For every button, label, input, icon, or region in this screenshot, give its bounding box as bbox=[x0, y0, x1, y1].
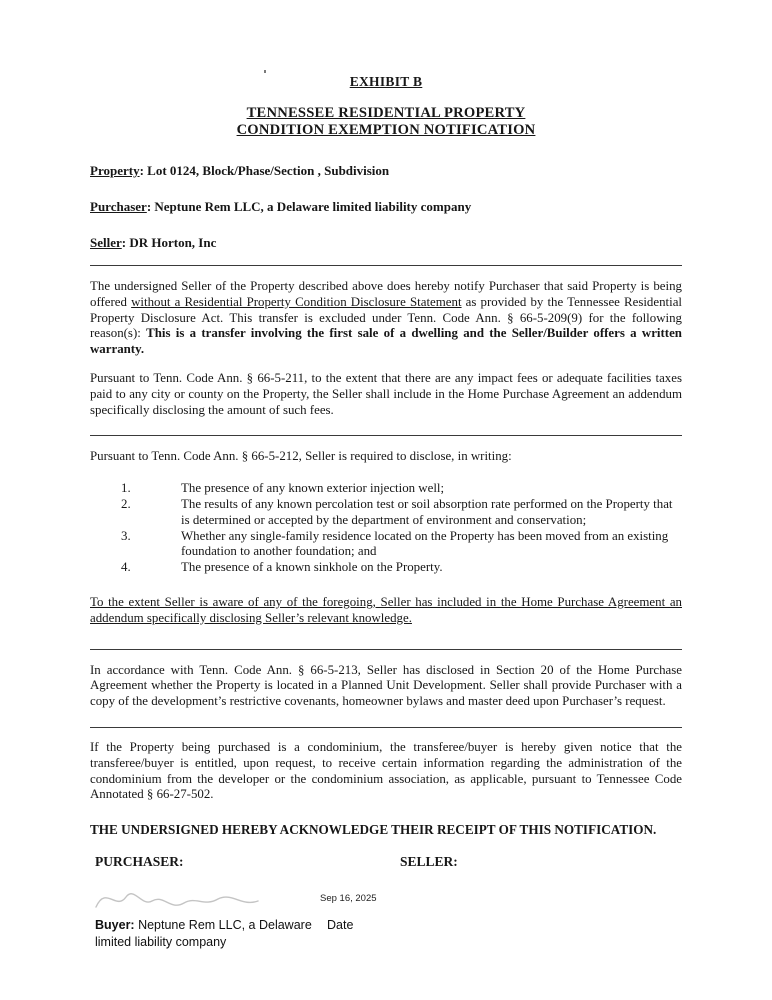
purchaser-signature-label: PURCHASER: bbox=[95, 854, 184, 870]
buyer-name: Neptune Rem LLC, a Delaware limited liability company bbox=[95, 918, 312, 949]
section-divider bbox=[90, 727, 682, 728]
section-divider bbox=[90, 265, 682, 266]
purchaser-label: Purchaser bbox=[90, 199, 147, 214]
list-item-number: 1. bbox=[121, 481, 131, 496]
underlined-disclosure-text: without a Residential Property Condition Disclosure Statement bbox=[131, 294, 462, 309]
stray-mark bbox=[264, 70, 266, 73]
document-title bbox=[90, 105, 682, 139]
paragraph-seller-awareness: To the extent Seller is aware of any of the foregoing, Seller has included in the Home Purchase Agreement an addendum specifically disclosing Seller’s relevant knowledge. bbox=[90, 594, 682, 625]
list-item-number: 3. bbox=[121, 528, 131, 543]
signature-labels-row bbox=[90, 854, 682, 871]
exemption-reason-text: This is a transfer involving the first sale of a dwelling and the Seller/Builder offers a written warranty. bbox=[90, 326, 682, 357]
paragraph-condominium-notice: If the Property being purchased is a condominium, the transferee/buyer is hereby given notice that the transferee/buyer is entitled, upon request, to receive certain information regarding the administration of the condominium from the developer or the condominium association, as applicable, pursuant to Tennessee Code Annotated § 66-27-502. bbox=[90, 739, 682, 802]
list-item-number: 2. bbox=[121, 496, 131, 511]
paragraph-impact-fees: Pursuant to Tenn. Code Ann. § 66-5-211, to the extent that there are any impact fees or adequate facilities taxes paid to any city or county on the Property, the Seller shall include in the Home Purchase Agreement an addendum specifically disclosing the amount of such fees. bbox=[90, 370, 682, 417]
date-label: Date bbox=[327, 918, 354, 933]
property-line bbox=[90, 163, 682, 179]
text-run: The undersigned Seller of the Property described above does hereby notify Purchaser that said Property is being offered bbox=[90, 279, 682, 309]
acknowledgement-statement: THE UNDERSIGNED HEREBY ACKNOWLEDGE THEIR RECEIPT OF THIS NOTIFICATION. bbox=[90, 822, 657, 838]
document-title-line1: TENNESSEE RESIDENTIAL PROPERTY bbox=[246, 105, 526, 121]
signature-area bbox=[90, 871, 682, 1000]
section-divider bbox=[90, 435, 682, 436]
buyer-identity bbox=[95, 917, 333, 950]
exhibit-heading bbox=[90, 74, 682, 90]
seller-value: : DR Horton, Inc bbox=[121, 235, 217, 250]
list-item bbox=[90, 560, 682, 576]
signature-date: Sep 16, 2025 bbox=[320, 893, 377, 905]
list-item-text: The results of any known percolation test or soil absorption rate performed on the Property that is determined or accepted by the department of environment and conservation; bbox=[181, 496, 673, 527]
seller-line bbox=[90, 235, 682, 251]
paragraph-planned-unit-development: In accordance with Tenn. Code Ann. § 66-5-213, Seller has disclosed in Section 20 of the Home Purchase Agreement whether the Property is located in a Planned Unit Development. Seller shall provide Purchaser with a copy of the development’s restrictive covenants, homeowner bylaws and master deed upon Purchaser’s request. bbox=[90, 662, 682, 709]
list-item-text: Whether any single-family residence located on the Property has been moved from an existing foundation to another foundation; and bbox=[181, 528, 669, 559]
paragraph-disclosure-required: Pursuant to Tenn. Code Ann. § 66-5-212, Seller is required to disclose, in writing: bbox=[90, 449, 512, 464]
list-item-text: The presence of a known sinkhole on the Property. bbox=[181, 560, 443, 575]
purchaser-value: : Neptune Rem LLC, a Delaware limited liability company bbox=[146, 199, 472, 214]
property-label: Property bbox=[90, 163, 140, 178]
list-item bbox=[90, 481, 682, 497]
exhibit-title: EXHIBIT B bbox=[349, 74, 423, 89]
property-value: : Lot 0124, Block/Phase/Section , Subdivision bbox=[139, 163, 390, 178]
signature-mark bbox=[92, 877, 282, 921]
list-item bbox=[90, 497, 682, 529]
seller-label: Seller bbox=[90, 235, 122, 250]
seller-signature-label: SELLER: bbox=[400, 854, 458, 870]
list-item bbox=[90, 529, 682, 561]
disclosure-list bbox=[90, 481, 682, 576]
paragraph-exemption-notice bbox=[90, 279, 682, 358]
purchaser-line bbox=[90, 199, 682, 215]
buyer-label: Buyer: bbox=[95, 918, 135, 933]
list-item-text: The presence of any known exterior injection well; bbox=[181, 481, 445, 496]
list-item-number: 4. bbox=[121, 560, 131, 575]
section-divider bbox=[90, 649, 682, 650]
buyer-block bbox=[95, 917, 515, 950]
text-run: as provided by the Tennessee Residential Property Disclosure Act. This transfer is excluded under Tenn. Code Ann. § 66-5-209(9) for the following reason(s): bbox=[90, 294, 683, 341]
document-title-line2: CONDITION EXEMPTION NOTIFICATION bbox=[236, 122, 536, 138]
